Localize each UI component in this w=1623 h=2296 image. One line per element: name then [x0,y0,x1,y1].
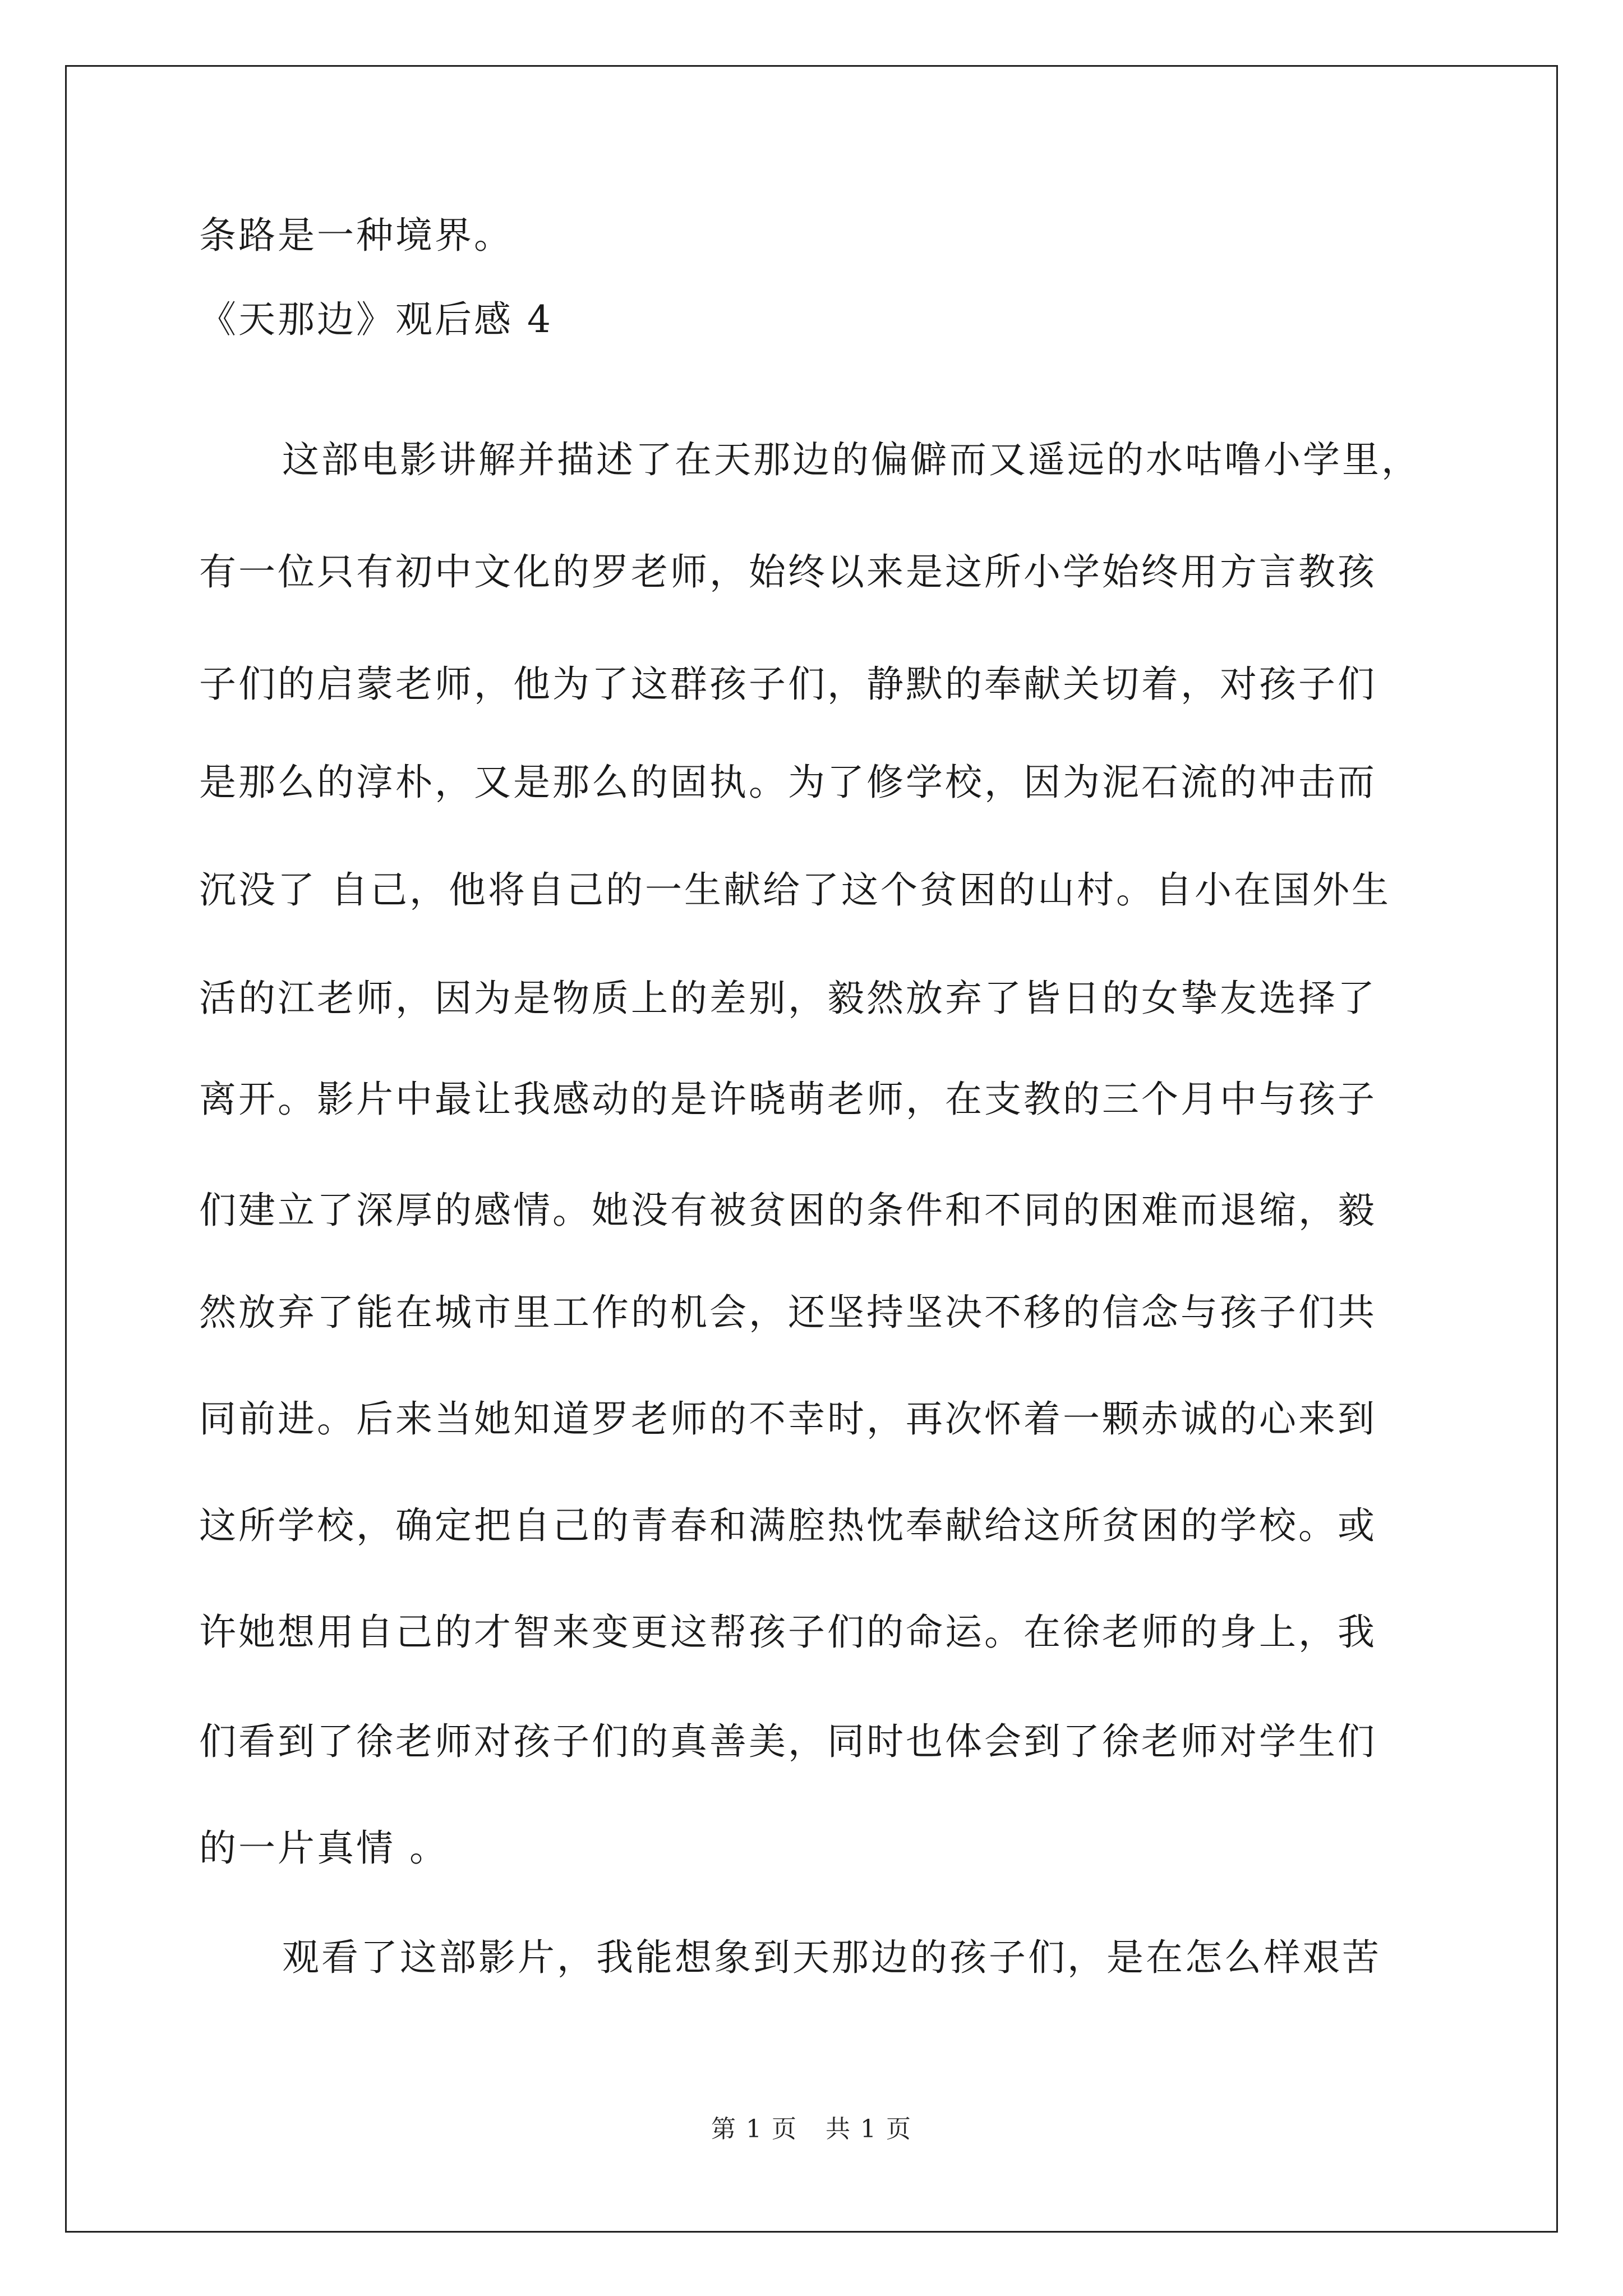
page-number: 第 1 页 [711,2115,797,2143]
text-line: 条路是一种境界。 [199,214,513,257]
text-line: 观看了这部影片，我能想象到天那边的孩子们，是在怎么样艰苦 [282,1936,1381,1979]
text-line: 的一片真情 。 [199,1826,449,1870]
text-line: 们看到了徐老师对孩子们的真善美，同时也体会到了徐老师对学生们 [199,1720,1377,1763]
text-line: 这部电影讲解并描述了在天那边的偏僻而又遥远的水咕噜小学里， [282,438,1421,481]
text-line: 许她想用自己的才智来变更这帮孩子们的命运。在徐老师的身上，我 [199,1611,1377,1654]
text-line: 们建立了深厚的感情。她没有被贫困的条件和不同的困难而退缩，毅 [199,1189,1377,1232]
text-line: 同前进。后来当她知道罗老师的不幸时，再次怀着一颗赤诚的心来到 [199,1397,1377,1441]
page-footer [0,2114,1623,2145]
text-line: 离开。影片中最让我感动的是许晓萌老师，在支教的三个月中与孩子 [199,1078,1377,1121]
text-line: 活的江老师，因为是物质上的差别，毅然放弃了皆日的女挚友选择了 [199,977,1377,1020]
text-line: 有一位只有初中文化的罗老师，始终以来是这所小学始终用方言教孩 [199,550,1377,593]
text-line: 子们的启蒙老师，他为了这群孩子们，静默的奉献关切着，对孩子们 [199,662,1377,706]
section-heading: 《天那边》观后感 4 [199,298,553,341]
text-line: 这所学校，确定把自己的青春和满腔热忱奉献给这所贫困的学校。或 [199,1504,1377,1547]
text-line: 是那么的淳朴，又是那么的固执。为了修学校，因为泥石流的冲击而 [199,761,1377,804]
page-total: 共 1 页 [826,2115,912,2143]
text-line: 然放弃了能在城市里工作的机会，还坚持坚决不移的信念与孩子们共 [199,1291,1377,1334]
text-line: 沉没了 自己，他将自己的一生献给了这个贫困的山村。自小在国外生 [199,868,1391,912]
page-border [65,65,1558,2233]
